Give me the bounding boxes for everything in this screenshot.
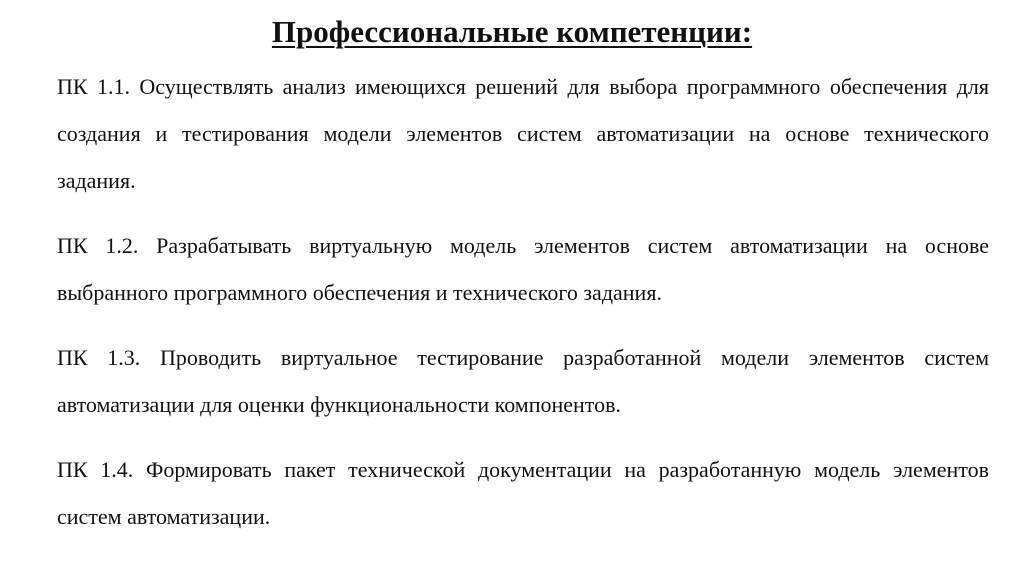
- slide-title: Профессиональные компетенции:: [271, 14, 753, 49]
- competency-item-1-3: ПК 1.3. Проводить виртуальное тестирование разработанной модели элементов систем автоматизации для оценки функциональности компонентов.: [57, 345, 989, 417]
- competency-item-1-2: ПК 1.2. Разрабатывать виртуальную модель элементов систем автоматизации на основе выбранного программного обеспечения и технического задания.: [57, 233, 989, 305]
- competency-item-1-4: ПК 1.4. Формировать пакет технической документации на разработанную модель элементов систем автоматизации.: [57, 457, 989, 529]
- competency-list: [57, 63, 989, 540]
- competency-item-1-1: ПК 1.1. Осуществлять анализ имеющихся решений для выбора программного обеспечения для создания и тестирования модели элементов систем автоматизации на основе технического задания.: [57, 74, 989, 193]
